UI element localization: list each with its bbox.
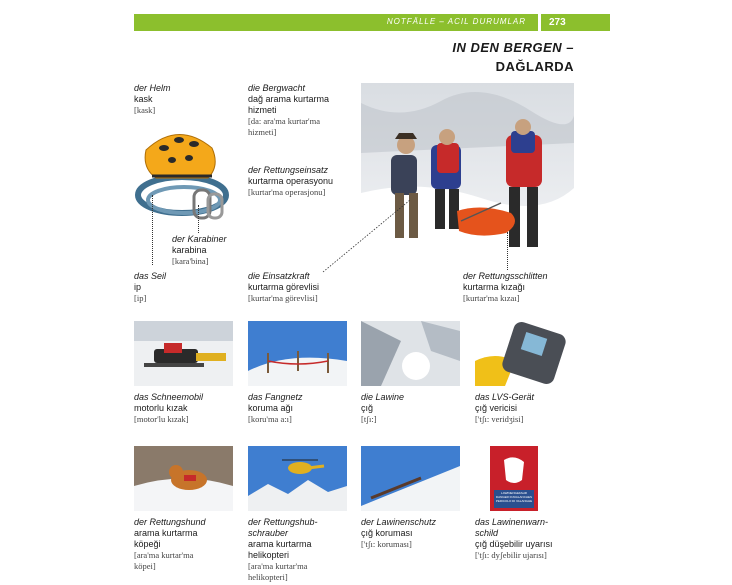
- term-tr-2: köpeği: [134, 539, 161, 549]
- term-lawinenwarnschild: [475, 517, 553, 561]
- term-tr: çığ düşebilir uyarısı: [475, 539, 553, 549]
- rescue-helicopter-photo: [248, 446, 347, 511]
- term-pron: [motor'lu kızak]: [134, 414, 189, 424]
- term-de: das Fangnetz: [248, 392, 303, 402]
- term-tr: kurtarma kızağı: [463, 282, 526, 292]
- term-pron: [da: ara'ma kurtar'ma: [248, 116, 320, 126]
- transceiver-photo: [475, 321, 574, 386]
- term-pron: [kurtar'ma kızaı]: [463, 293, 520, 303]
- safety-net-photo: [248, 321, 347, 386]
- term-de: die Bergwacht: [248, 83, 306, 93]
- term-seil: [134, 271, 166, 304]
- header-bar: [134, 14, 538, 31]
- term-rettungshubschrauber: [248, 517, 318, 583]
- term-pron: ['tʃı: koruması]: [361, 539, 412, 549]
- term-de: der Rettungseinsatz: [248, 165, 329, 175]
- term-pron-2: hizmeti]: [248, 127, 277, 137]
- term-de: das Lawinenwarn-: [475, 517, 549, 527]
- term-tr: çığ vericisi: [475, 403, 518, 413]
- term-tr: kask: [134, 94, 153, 104]
- term-bergwacht: [248, 83, 329, 138]
- leader-rettungsschlitten: [507, 232, 508, 270]
- term-de-2: schrauber: [248, 528, 289, 538]
- warning-sign-text: [495, 491, 533, 503]
- avalanche-warning-sign: [490, 446, 538, 511]
- term-de: der Helm: [134, 83, 171, 93]
- term-pron: ['tʃı: veridʒisi]: [475, 414, 524, 424]
- warning-sign-line3: PERICOLO DI VALANGHE: [495, 499, 533, 503]
- page-title-tr: DAĞLARDA: [495, 59, 574, 74]
- term-de: die Lawine: [361, 392, 405, 402]
- term-pron: [tʃı:]: [361, 414, 377, 424]
- term-de: der Lawinenschutz: [361, 517, 437, 527]
- term-tr: karabina: [172, 245, 207, 255]
- rescue-dog-photo: [134, 446, 233, 511]
- term-de: die Einsatzkraft: [248, 271, 310, 281]
- term-de: das LVS-Gerät: [475, 392, 535, 402]
- term-tr: motorlu kızak: [134, 403, 188, 413]
- warning-sign-line2: DANGER D'AVALANCHES: [495, 495, 533, 499]
- term-de: der Rettungsschlitten: [463, 271, 548, 281]
- term-tr: kurtarma görevlisi: [248, 282, 320, 292]
- term-tr: çığ koruması: [361, 528, 413, 538]
- term-tr-2: helikopteri: [248, 550, 290, 560]
- snowmobile-photo: [134, 321, 233, 386]
- term-pron-2: köpei]: [134, 561, 156, 571]
- page-number: 273: [541, 14, 610, 31]
- warning-sign-line1: LAWINENGEFAHR: [501, 491, 527, 495]
- avalanche-protection-photo: [361, 446, 460, 511]
- term-rettungsschlitten: [463, 271, 548, 304]
- leader-karabiner: [198, 205, 199, 233]
- helmet-rope-image: [134, 120, 234, 230]
- term-rettungseinsatz: [248, 165, 333, 198]
- term-helm: [134, 83, 171, 116]
- page-title-de: IN DEN BERGEN –: [452, 40, 574, 55]
- term-de-2: schild: [475, 528, 499, 538]
- term-tr: çığ: [361, 403, 374, 413]
- term-pron-2: helikopteri]: [248, 572, 288, 582]
- term-de: der Karabiner: [172, 234, 227, 244]
- term-pron: [kara'bina]: [172, 256, 209, 266]
- term-tr: arama kurtarma: [248, 539, 312, 549]
- term-de: das Schneemobil: [134, 392, 204, 402]
- term-karabiner: [172, 234, 227, 267]
- term-schneemobil: [134, 392, 203, 425]
- term-de: der Rettungshub-: [248, 517, 318, 527]
- leader-einsatzkraft: [320, 196, 415, 276]
- term-lawinenschutz: [361, 517, 436, 550]
- term-pron: [kurtar'ma görevlisi]: [248, 293, 318, 303]
- term-einsatzkraft: [248, 271, 319, 304]
- term-pron: [ara'ma kurtar'ma: [134, 550, 194, 560]
- section-title: NOTFÄLLE – ACIL DURUMLAR: [386, 17, 526, 26]
- term-tr: dağ arama kurtarma: [248, 94, 330, 104]
- term-lawine: [361, 392, 404, 425]
- term-tr: arama kurtarma: [134, 528, 198, 538]
- term-pron: [koru'ma a:ı]: [248, 414, 292, 424]
- term-pron: [ara'ma kurtar'ma: [248, 561, 308, 571]
- term-rettungshund: [134, 517, 206, 572]
- term-pron: [kurtar'ma operasjonu]: [248, 187, 326, 197]
- term-tr-2: hizmeti: [248, 105, 277, 115]
- term-tr: koruma ağı: [248, 403, 294, 413]
- term-fangnetz: [248, 392, 303, 425]
- term-pron: ['tʃı: dyʃebilir ujarısı]: [475, 550, 547, 560]
- term-pron: [ip]: [134, 293, 147, 303]
- term-de: das Seil: [134, 271, 167, 281]
- term-de: der Rettungshund: [134, 517, 206, 527]
- term-pron: [kask]: [134, 105, 156, 115]
- avalanche-photo: [361, 321, 460, 386]
- term-tr: kurtarma operasyonu: [248, 176, 334, 186]
- term-lvs: [475, 392, 534, 425]
- term-tr: ip: [134, 282, 142, 292]
- leader-seil: [152, 195, 153, 265]
